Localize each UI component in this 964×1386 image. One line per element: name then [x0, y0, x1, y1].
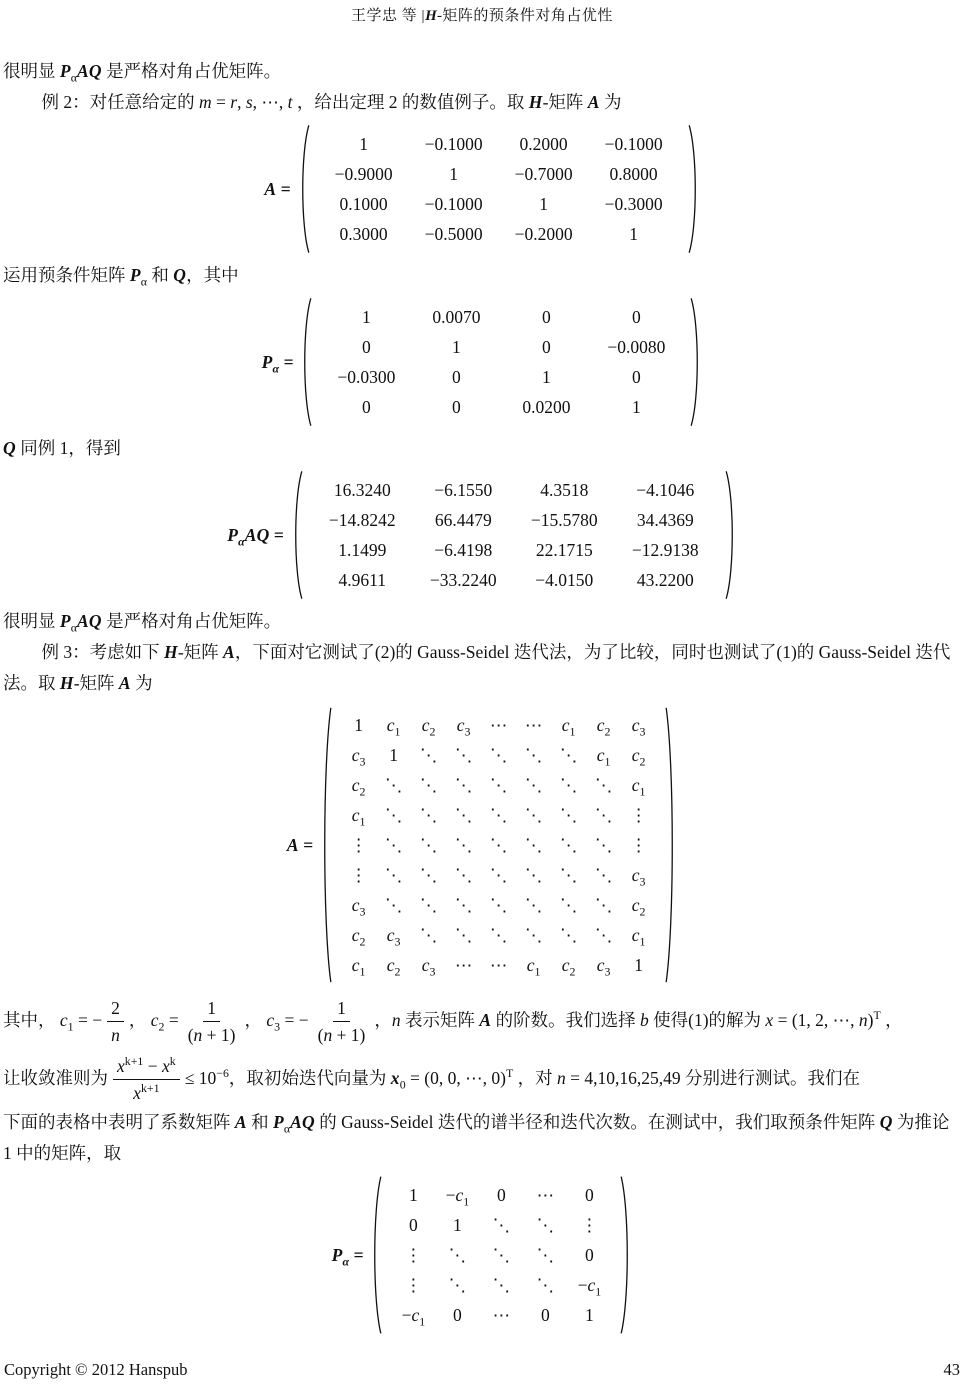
matrix-cell: ⋱	[524, 835, 543, 855]
matrix-cell: $c_2$	[351, 775, 366, 799]
matrix-cell: ⋱	[454, 745, 473, 765]
matrix-cell: ⋱	[559, 805, 578, 825]
matrix-cell: −33.2240	[429, 570, 497, 590]
matrix-cell: ⋯	[489, 715, 508, 735]
matrix-cell: 43.2200	[636, 570, 694, 590]
matrix-cell: ⋱	[524, 925, 543, 945]
matrix-cell: 0	[452, 397, 461, 417]
matrix-row	[319, 159, 679, 189]
matrix-cell: ⋱	[536, 1275, 555, 1295]
matrix-cell: −6.1550	[434, 480, 493, 500]
paragraph-example2-intro: 例 2：对任意给定的 m = r, s, ⋯, t ，给出定理 2 的数值例子。取 H-矩阵 A 为	[41, 92, 622, 112]
matrix-cell: ⋱	[384, 865, 403, 885]
matrix-cell: ⋱	[594, 835, 613, 855]
matrix-cell: $c_3$	[631, 865, 646, 889]
matrix-cell: ⋱	[454, 865, 473, 885]
matrix-row	[341, 770, 656, 800]
matrix-cell: 1	[449, 164, 458, 184]
matrix-cell: $c_1$	[631, 925, 646, 949]
matrix-row	[312, 505, 716, 535]
c3-denominator: (n + 1)	[317, 1025, 366, 1046]
matrix-cell: ⋯	[536, 1185, 555, 1205]
matrix-cell: 0	[632, 367, 641, 387]
matrix-cell: 66.4479	[434, 510, 492, 530]
matrix-paaq-wrap	[291, 470, 737, 600]
matrix-pa-wrap	[300, 297, 702, 427]
matrix-cell: $c_1$	[526, 955, 541, 979]
matrix-row	[391, 1240, 611, 1270]
matrix-cell: 0	[452, 367, 461, 387]
c2-fraction	[184, 996, 240, 1047]
matrix-cell: ⋱	[524, 805, 543, 825]
matrix-cell: ⋱	[594, 895, 613, 915]
matrix-cell: 1	[539, 194, 548, 214]
convergence-tail-text: ≤ $10^{-6}$，取初始迭代向量为 $x_0 = (0$, 0, ⋯, 0)$^T$ ，对 n = 4,10,16,25,49 分别进行测试。我们在	[184, 1066, 860, 1092]
paragraph-table-description: 下面的表格中表明了系数矩阵 A 和 $P_\alpha AQ$ 的 Gauss-Seidel 迭代的谱半径和迭代次数。在测试中，我们取预条件矩阵 Q 为推论 1 中的矩阵，取	[3, 1112, 950, 1163]
matrix-cell: ⋱	[536, 1245, 555, 1265]
matrix-cell: 0	[362, 397, 371, 417]
matrix-cell: $c_2$	[596, 715, 611, 739]
matrix-pa2-label: $P_\alpha$ =	[331, 1244, 364, 1268]
matrix-cell: 1	[453, 1215, 462, 1235]
matrix-cell: $c_3$	[631, 715, 646, 739]
matrix-cell: $c_2$	[351, 925, 366, 949]
matrix-cell: $c_1$	[351, 805, 366, 829]
matrix-cell: ⋮	[580, 1215, 599, 1235]
matrix-cell: −0.3000	[604, 194, 663, 214]
matrix-cell: ⋱	[489, 925, 508, 945]
matrix-row	[321, 332, 681, 362]
matrix-cell: ⋮	[349, 835, 368, 855]
matrix-cell: ⋱	[524, 865, 543, 885]
matrix-cell: ⋱	[419, 745, 438, 765]
matrix-pa2-body	[383, 1175, 619, 1335]
matrix-a-body	[311, 124, 687, 254]
matrix-cell: ⋱	[492, 1275, 511, 1295]
equation-matrix-paaq	[3, 470, 961, 600]
c3-numerator: 1	[333, 996, 350, 1022]
matrix-cell: ⋮	[349, 865, 368, 885]
matrix-cell: 16.3240	[333, 480, 391, 500]
matrix-cell: ⋱	[489, 835, 508, 855]
matrix-cell: ⋱	[559, 865, 578, 885]
right-paren-icon	[619, 1175, 632, 1335]
matrix-cell: ⋱	[536, 1215, 555, 1235]
matrix-cell: ⋱	[384, 835, 403, 855]
matrix-cell: 1	[452, 337, 461, 357]
matrix-row	[391, 1210, 611, 1240]
matrix-cell: 4.9611	[338, 570, 387, 590]
matrix-cell: ⋱	[594, 775, 613, 795]
matrix-row	[312, 475, 716, 505]
matrix-cell: ⋱	[594, 925, 613, 945]
right-paren-icon	[689, 297, 702, 427]
matrix-cell: ⋱	[489, 895, 508, 915]
matrix-cell: 0	[409, 1215, 418, 1235]
matrix-cell: ⋱	[559, 775, 578, 795]
matrix-cell: −0.0300	[337, 367, 396, 387]
matrix-cell: 0.8000	[609, 164, 658, 184]
page-number: 43	[943, 1360, 960, 1379]
matrix-cell: −0.9000	[334, 164, 393, 184]
matrix-cell: ⋱	[524, 895, 543, 915]
matrix-cell: 1	[359, 134, 368, 154]
matrix-paaq-body	[304, 470, 724, 600]
convergence-denominator: $x^{k+1}$	[133, 1081, 160, 1104]
paragraph-conclusion-example1: 很明显 $P_\alpha AQ$ 是严格对角占优矩阵。	[3, 61, 282, 85]
matrix-cell: ⋱	[559, 835, 578, 855]
matrix-cell: 0	[453, 1305, 462, 1325]
matrix-cell: ⋮	[629, 805, 648, 825]
matrix-cell: ⋱	[524, 775, 543, 795]
matrix-a3-label: A =	[286, 834, 314, 855]
matrix-row	[319, 189, 679, 219]
matrix-cell: $c_3$	[421, 955, 436, 979]
matrix-cell: ⋱	[419, 775, 438, 795]
matrix-cell: 1	[542, 367, 551, 387]
matrix-a-wrap	[298, 124, 700, 254]
paragraph-preconditioner-intro: 运用预条件矩阵 $P_\alpha$ 和 Q，其中	[3, 265, 239, 289]
matrix-cell: ⋱	[454, 775, 473, 795]
matrix-row	[321, 362, 681, 392]
matrix-cell: $c_1$	[596, 745, 611, 769]
where-lead-text: 其中，	[3, 1010, 56, 1030]
matrix-cell: $-c_1$	[577, 1275, 602, 1299]
matrix-cell: ⋱	[559, 925, 578, 945]
matrix-cell: ⋱	[559, 895, 578, 915]
matrix-row	[319, 219, 679, 249]
matrix-cell: ⋯	[524, 715, 543, 735]
matrix-cell: 1	[585, 1305, 594, 1325]
paragraph-example3-intro: 例 3：考虑如下 H-矩阵 A，下面对它测试了(2)的 Gauss-Seidel 迭代法，为了比较，同时也测试了(1)的 Gauss-Seidel 迭代法。取 H-矩阵 A 为	[3, 642, 951, 693]
matrix-cell: 1.1499	[338, 540, 387, 560]
matrix-cell: ⋱	[419, 835, 438, 855]
matrix-cell: 0.0070	[432, 307, 481, 327]
matrix-cell: ⋱	[492, 1245, 511, 1265]
c2-formula-lhs: $c_2$ =	[150, 1010, 179, 1034]
matrix-cell: −0.1000	[424, 194, 483, 214]
matrix-row	[341, 890, 656, 920]
matrix-cell: 34.4369	[636, 510, 694, 530]
matrix-cell: −4.0150	[535, 570, 594, 590]
matrix-paaq-label: $P_\alpha AQ$ =	[227, 524, 284, 548]
matrix-cell: −14.8242	[328, 510, 396, 530]
equation-matrix-pa-corollary	[3, 1175, 961, 1335]
matrix-cell: 1	[629, 224, 638, 244]
matrix-a3-wrap	[320, 705, 677, 985]
matrix-cell: ⋱	[489, 745, 508, 765]
matrix-cell: −0.0080	[607, 337, 666, 357]
left-paren-icon	[300, 297, 313, 427]
right-paren-icon	[687, 124, 700, 254]
matrix-cell: −0.5000	[424, 224, 483, 244]
matrix-cell: 1	[409, 1185, 418, 1205]
matrix-row	[341, 950, 656, 980]
c3-formula-lhs: $c_3$ = −	[266, 1010, 309, 1034]
convergence-lead-text: 让收敛准则为	[3, 1068, 108, 1088]
where-tail-text: ，n 表示矩阵 A 的阶数。我们选择 b 使得(1)的解为 x = (1, 2, ⋯, n)$^T$ ，	[374, 1008, 903, 1030]
c3-fraction	[314, 996, 370, 1047]
matrix-cell: 1	[354, 715, 363, 735]
matrix-row	[391, 1300, 611, 1330]
matrix-row	[321, 302, 681, 332]
matrix-cell: $-c_1$	[445, 1185, 470, 1209]
matrix-cell: $c_1$	[631, 775, 646, 799]
matrix-cell: ⋱	[489, 775, 508, 795]
left-paren-icon	[291, 470, 304, 600]
matrix-row	[341, 740, 656, 770]
matrix-cell: −12.9138	[631, 540, 699, 560]
copyright-text: Copyright © 2012 Hanspub	[4, 1360, 188, 1379]
paragraph-convergence	[3, 1049, 961, 1107]
matrix-cell: $c_3$	[456, 715, 471, 739]
matrix-cell: ⋱	[454, 895, 473, 915]
matrix-a-label: A =	[264, 178, 291, 199]
paragraph-coefficients	[3, 991, 961, 1049]
matrix-cell: ⋱	[454, 925, 473, 945]
matrix-cell: −0.1000	[604, 134, 663, 154]
matrix-a3-body	[333, 705, 664, 985]
c1-numerator: 2	[107, 996, 124, 1022]
matrix-row	[312, 565, 716, 595]
matrix-pa-label: $P_\alpha$ =	[261, 351, 294, 375]
matrix-cell: $c_2$	[631, 745, 646, 769]
matrix-cell: 0	[497, 1185, 506, 1205]
matrix-cell: 0.3000	[339, 224, 388, 244]
matrix-cell: ⋮	[404, 1245, 423, 1265]
matrix-cell: 0.1000	[339, 194, 388, 214]
matrix-cell: −15.5780	[530, 510, 598, 530]
left-paren-icon	[320, 705, 333, 985]
matrix-cell: $c_3$	[351, 895, 366, 919]
separator-comma: ，	[244, 1010, 262, 1030]
matrix-cell: ⋱	[448, 1245, 467, 1265]
matrix-cell: ⋯	[489, 955, 508, 975]
convergence-fraction	[113, 1054, 180, 1105]
left-paren-icon	[298, 124, 311, 254]
matrix-cell: 0	[585, 1245, 594, 1265]
left-paren-icon	[370, 1175, 383, 1335]
matrix-cell: 0	[585, 1185, 594, 1205]
page-footer	[0, 1360, 964, 1380]
matrix-row	[341, 830, 656, 860]
matrix-cell: $c_1$	[351, 955, 366, 979]
matrix-cell: 1	[634, 955, 643, 975]
matrix-cell: 0	[541, 1305, 550, 1325]
c2-denominator: (n + 1)	[187, 1025, 236, 1046]
matrix-cell: $c_2$	[561, 955, 576, 979]
matrix-cell: $c_2$	[421, 715, 436, 739]
matrix-cell: ⋱	[384, 895, 403, 915]
matrix-cell: 0	[362, 337, 371, 357]
page-header-title: 王学忠 等 |H-矩阵的预条件对角占优性	[351, 8, 613, 24]
matrix-cell: ⋱	[454, 805, 473, 825]
matrix-cell: −6.4198	[434, 540, 493, 560]
matrix-cell: $-c_1$	[401, 1305, 426, 1329]
matrix-cell: $c_2$	[631, 895, 646, 919]
matrix-row	[321, 392, 681, 422]
matrix-cell: ⋱	[559, 745, 578, 765]
matrix-cell: ⋱	[384, 805, 403, 825]
matrix-cell: ⋱	[594, 805, 613, 825]
matrix-cell: ⋱	[454, 835, 473, 855]
matrix-cell: ⋱	[489, 805, 508, 825]
matrix-cell: 0.0200	[522, 397, 571, 417]
c1-formula-lhs: $c_1$ = −	[59, 1010, 103, 1034]
right-paren-icon	[664, 705, 677, 985]
matrix-row	[312, 535, 716, 565]
matrix-cell: 0	[632, 307, 641, 327]
matrix-cell: $c_1$	[386, 715, 401, 739]
matrix-cell: 1	[362, 307, 371, 327]
matrix-cell: ⋱	[524, 745, 543, 765]
matrix-cell: −0.2000	[514, 224, 573, 244]
matrix-cell: ⋱	[489, 865, 508, 885]
matrix-cell: $c_3$	[596, 955, 611, 979]
matrix-cell: ⋱	[594, 865, 613, 885]
matrix-cell: ⋮	[629, 835, 648, 855]
matrix-cell: −0.1000	[424, 134, 483, 154]
matrix-cell: 22.1715	[535, 540, 593, 560]
matrix-cell: ⋱	[419, 925, 438, 945]
matrix-row	[391, 1180, 611, 1210]
equation-matrix-a-example2	[3, 124, 961, 254]
paragraph-conclusion-example2: 很明显 $P_\alpha AQ$ 是严格对角占优矩阵。	[3, 611, 282, 635]
matrix-row	[341, 800, 656, 830]
matrix-row	[341, 920, 656, 950]
matrix-row	[341, 860, 656, 890]
matrix-cell: $c_3$	[386, 925, 401, 949]
matrix-cell: −0.7000	[514, 164, 573, 184]
matrix-row	[319, 129, 679, 159]
matrix-cell: $c_3$	[351, 745, 366, 769]
separator-comma: ，	[128, 1010, 147, 1030]
matrix-pa2-wrap	[370, 1175, 632, 1335]
matrix-cell: $c_2$	[386, 955, 401, 979]
matrix-cell: ⋱	[384, 775, 403, 795]
matrix-cell: 1	[632, 397, 641, 417]
paragraph-q-same-as-example1: Q 同例 1，得到	[3, 438, 121, 458]
matrix-cell: ⋮	[404, 1275, 423, 1295]
matrix-pa-body	[313, 297, 689, 427]
matrix-cell: $c_1$	[561, 715, 576, 739]
matrix-cell: ⋯	[492, 1305, 511, 1325]
matrix-cell: −4.1046	[636, 480, 695, 500]
matrix-cell: 0.2000	[519, 134, 568, 154]
matrix-cell: ⋯	[454, 955, 473, 975]
matrix-row	[341, 710, 656, 740]
equation-matrix-pa-example2	[3, 297, 961, 427]
matrix-cell: 4.3518	[540, 480, 589, 500]
matrix-cell: 1	[389, 745, 398, 765]
c1-fraction	[107, 996, 124, 1047]
matrix-cell: ⋱	[419, 805, 438, 825]
matrix-row	[391, 1270, 611, 1300]
matrix-cell: ⋱	[492, 1215, 511, 1235]
c2-numerator: 1	[203, 996, 220, 1022]
matrix-cell: 0	[542, 337, 551, 357]
equation-matrix-a-example3	[3, 705, 961, 985]
convergence-numerator: $x^{k+1} - x^k$	[113, 1054, 180, 1080]
right-paren-icon	[724, 470, 737, 600]
matrix-cell: ⋱	[448, 1275, 467, 1295]
matrix-cell: ⋱	[419, 865, 438, 885]
c1-denominator: n	[111, 1025, 120, 1046]
matrix-cell: 0	[542, 307, 551, 327]
matrix-cell: ⋱	[419, 895, 438, 915]
